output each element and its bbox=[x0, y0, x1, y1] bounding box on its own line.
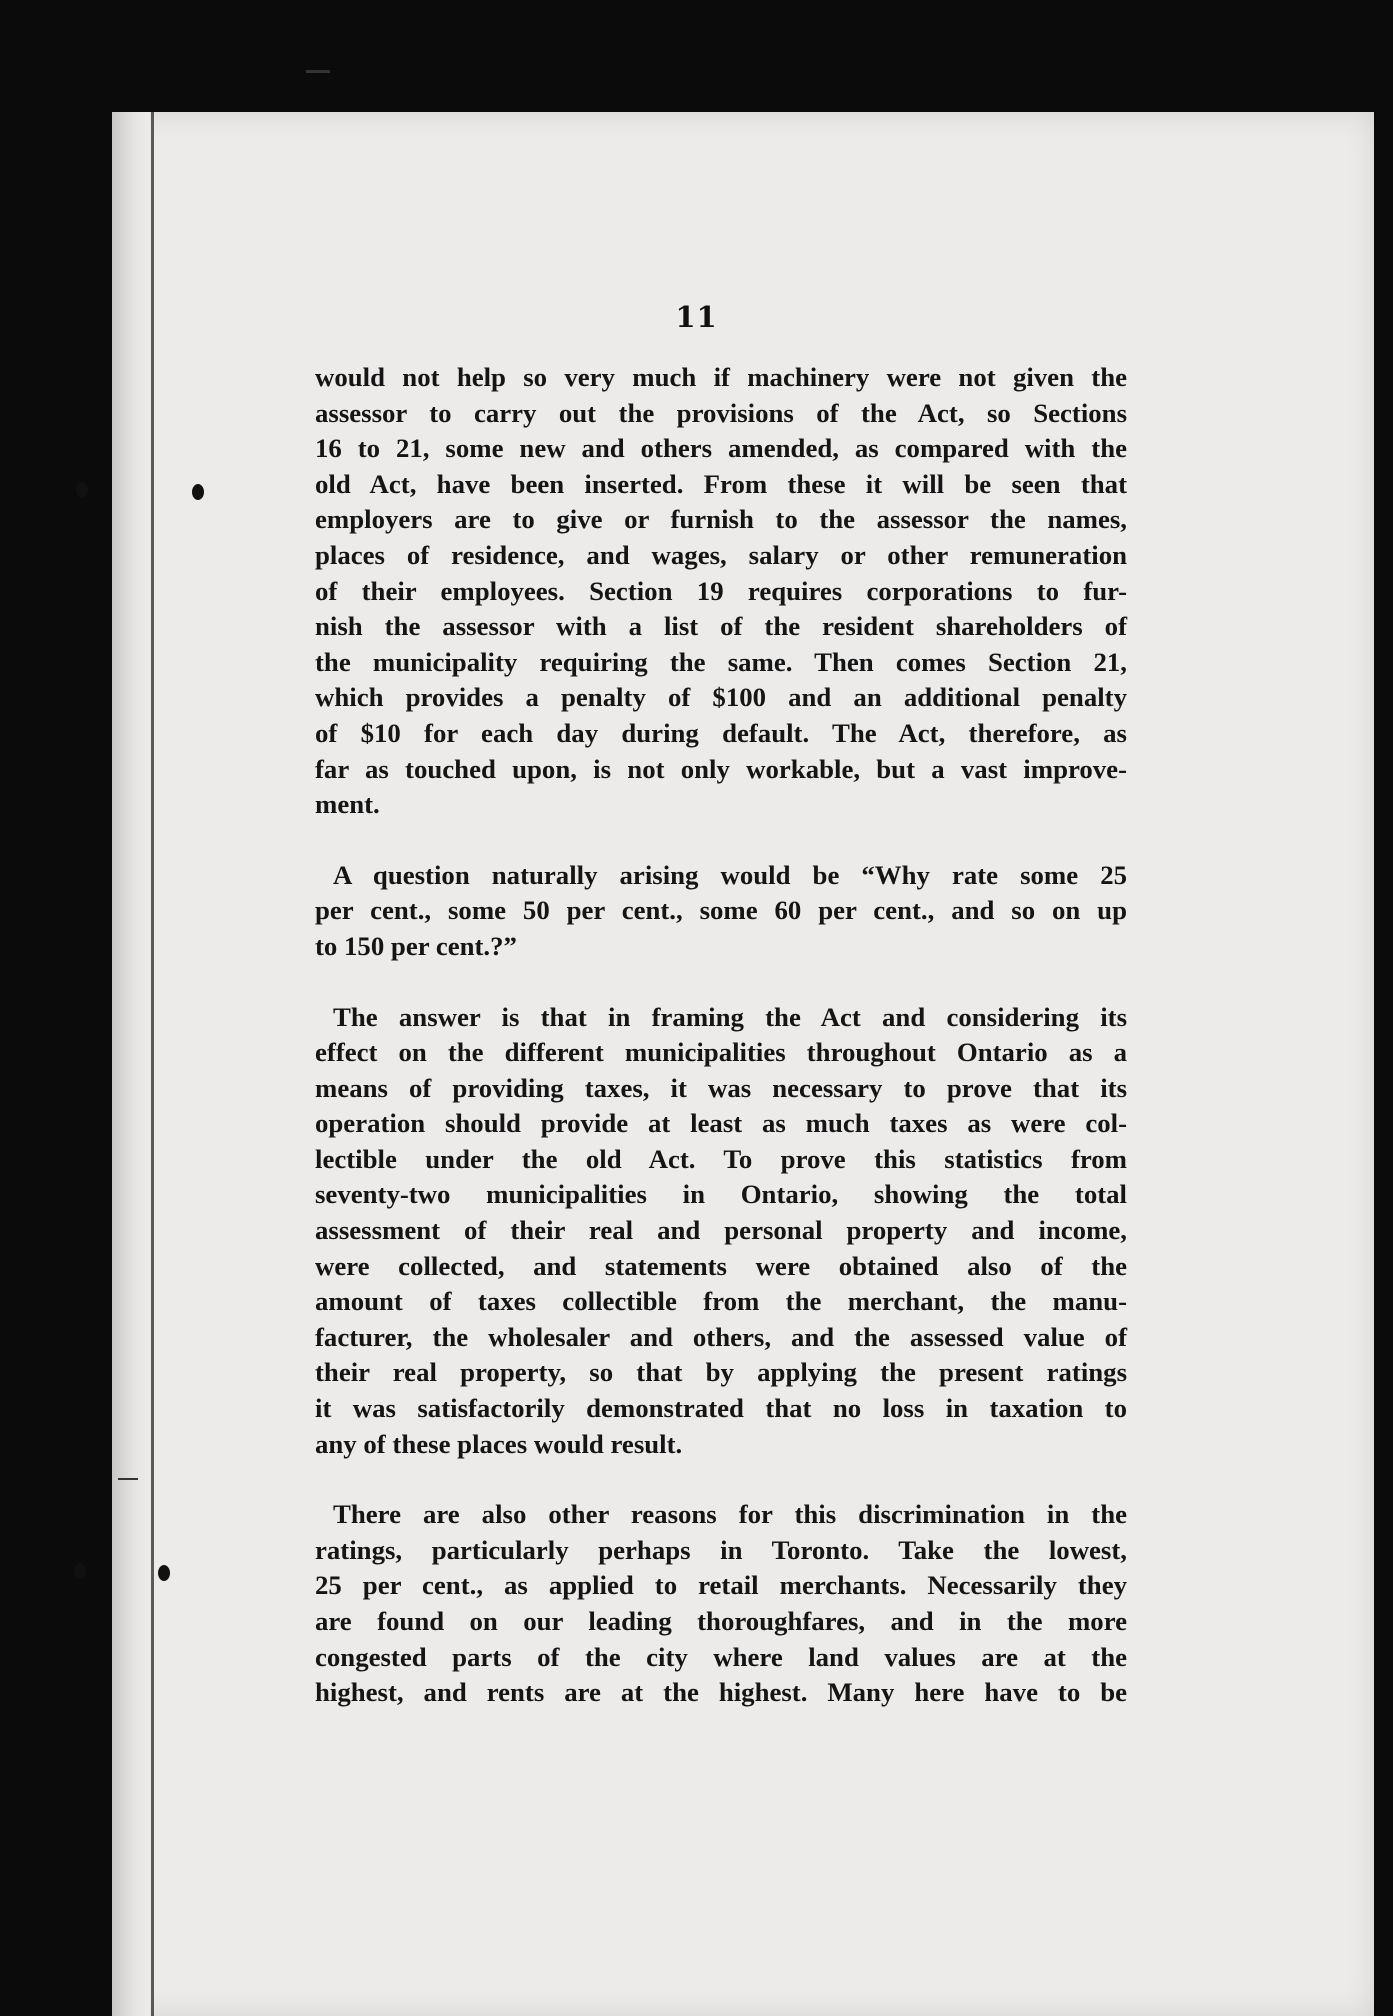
text-line: of their employees. Section 19 requires corporations to fur- bbox=[315, 575, 1127, 606]
text-line: were collected, and statements were obtained also of the bbox=[315, 1250, 1127, 1281]
text-line: which provides a penalty of $100 and an additional penalty bbox=[315, 682, 1127, 713]
text-line: far as touched upon, is not only workable, but a vast improve- bbox=[315, 753, 1127, 784]
text-line: the municipality requiring the same. Then comes Section 21, bbox=[315, 646, 1127, 677]
text-line: A question naturally arising would be “Why rate some 25 bbox=[333, 859, 1127, 890]
text-line: lectible under the old Act. To prove this statistics from bbox=[315, 1143, 1127, 1174]
text-line: any of these places would result. bbox=[315, 1428, 683, 1459]
body-text bbox=[315, 360, 1127, 1746]
text-line: to 150 per cent.?” bbox=[315, 930, 517, 961]
text-line: ratings, particularly perhaps in Toronto. Take the lowest, bbox=[315, 1534, 1127, 1565]
text-line: old Act, have been inserted. From these it will be seen that bbox=[315, 468, 1127, 499]
paragraph-4 bbox=[315, 1497, 1127, 1711]
text-line: places of residence, and wages, salary or other remuneration bbox=[315, 539, 1127, 570]
paragraph-3 bbox=[315, 1000, 1127, 1463]
text-line: it was satisfactorily demonstrated that no loss in taxation to bbox=[315, 1393, 1127, 1424]
page-number: 11 bbox=[675, 300, 718, 334]
text-line: congested parts of the city where land values are at the bbox=[315, 1641, 1127, 1672]
text-line: seventy-two municipalities in Ontario, showing the total bbox=[315, 1179, 1127, 1210]
punch-hole-icon bbox=[158, 1565, 170, 1581]
text-line: are found on our leading thoroughfares, and in the more bbox=[315, 1606, 1127, 1636]
punch-hole-icon bbox=[76, 482, 88, 498]
scan-speck bbox=[306, 70, 330, 73]
text-line: assessment of their real and personal property and income, bbox=[315, 1215, 1127, 1246]
binding-line bbox=[151, 112, 154, 2016]
text-line: their real property, so that by applying the present ratings bbox=[315, 1357, 1127, 1388]
text-line: facturer, the wholesaler and others, and the assessed value of bbox=[315, 1321, 1127, 1352]
text-line: of $10 for each day during default. The Act, therefore, as bbox=[315, 717, 1127, 748]
scan-speck bbox=[118, 1478, 138, 1480]
text-line: highest, and rents are at the highest. Many here have to be bbox=[315, 1677, 1127, 1708]
text-line: employers are to give or furnish to the assessor the names, bbox=[315, 504, 1127, 535]
paragraph-2 bbox=[315, 858, 1127, 965]
text-line: There are also other reasons for this discrimination in the bbox=[333, 1499, 1127, 1530]
text-line: would not help so very much if machinery were not given the bbox=[315, 362, 1127, 392]
text-line: per cent., some 50 per cent., some 60 per cent., and so on up bbox=[315, 895, 1127, 926]
text-line: 16 to 21, some new and others amended, as compared with the bbox=[315, 433, 1127, 464]
text-line: 25 per cent., as applied to retail merchants. Necessarily they bbox=[315, 1570, 1127, 1601]
text-line: amount of taxes collectible from the merchant, the manu- bbox=[315, 1286, 1127, 1317]
paragraph-1 bbox=[315, 360, 1127, 823]
punch-hole-icon bbox=[74, 1563, 86, 1579]
text-line: operation should provide at least as much taxes as were col- bbox=[315, 1108, 1127, 1139]
text-line: ment. bbox=[315, 789, 380, 820]
punch-hole-icon bbox=[192, 484, 204, 500]
text-line: The answer is that in framing the Act and considering its bbox=[333, 1001, 1127, 1032]
text-line: nish the assessor with a list of the resident shareholders of bbox=[315, 611, 1127, 642]
text-line: means of providing taxes, it was necessary to prove that its bbox=[315, 1072, 1127, 1103]
text-line: effect on the different municipalities throughout Ontario as a bbox=[315, 1037, 1127, 1068]
page-edge-shadow bbox=[112, 112, 150, 2016]
text-line: assessor to carry out the provisions of the Act, so Sections bbox=[315, 397, 1127, 428]
